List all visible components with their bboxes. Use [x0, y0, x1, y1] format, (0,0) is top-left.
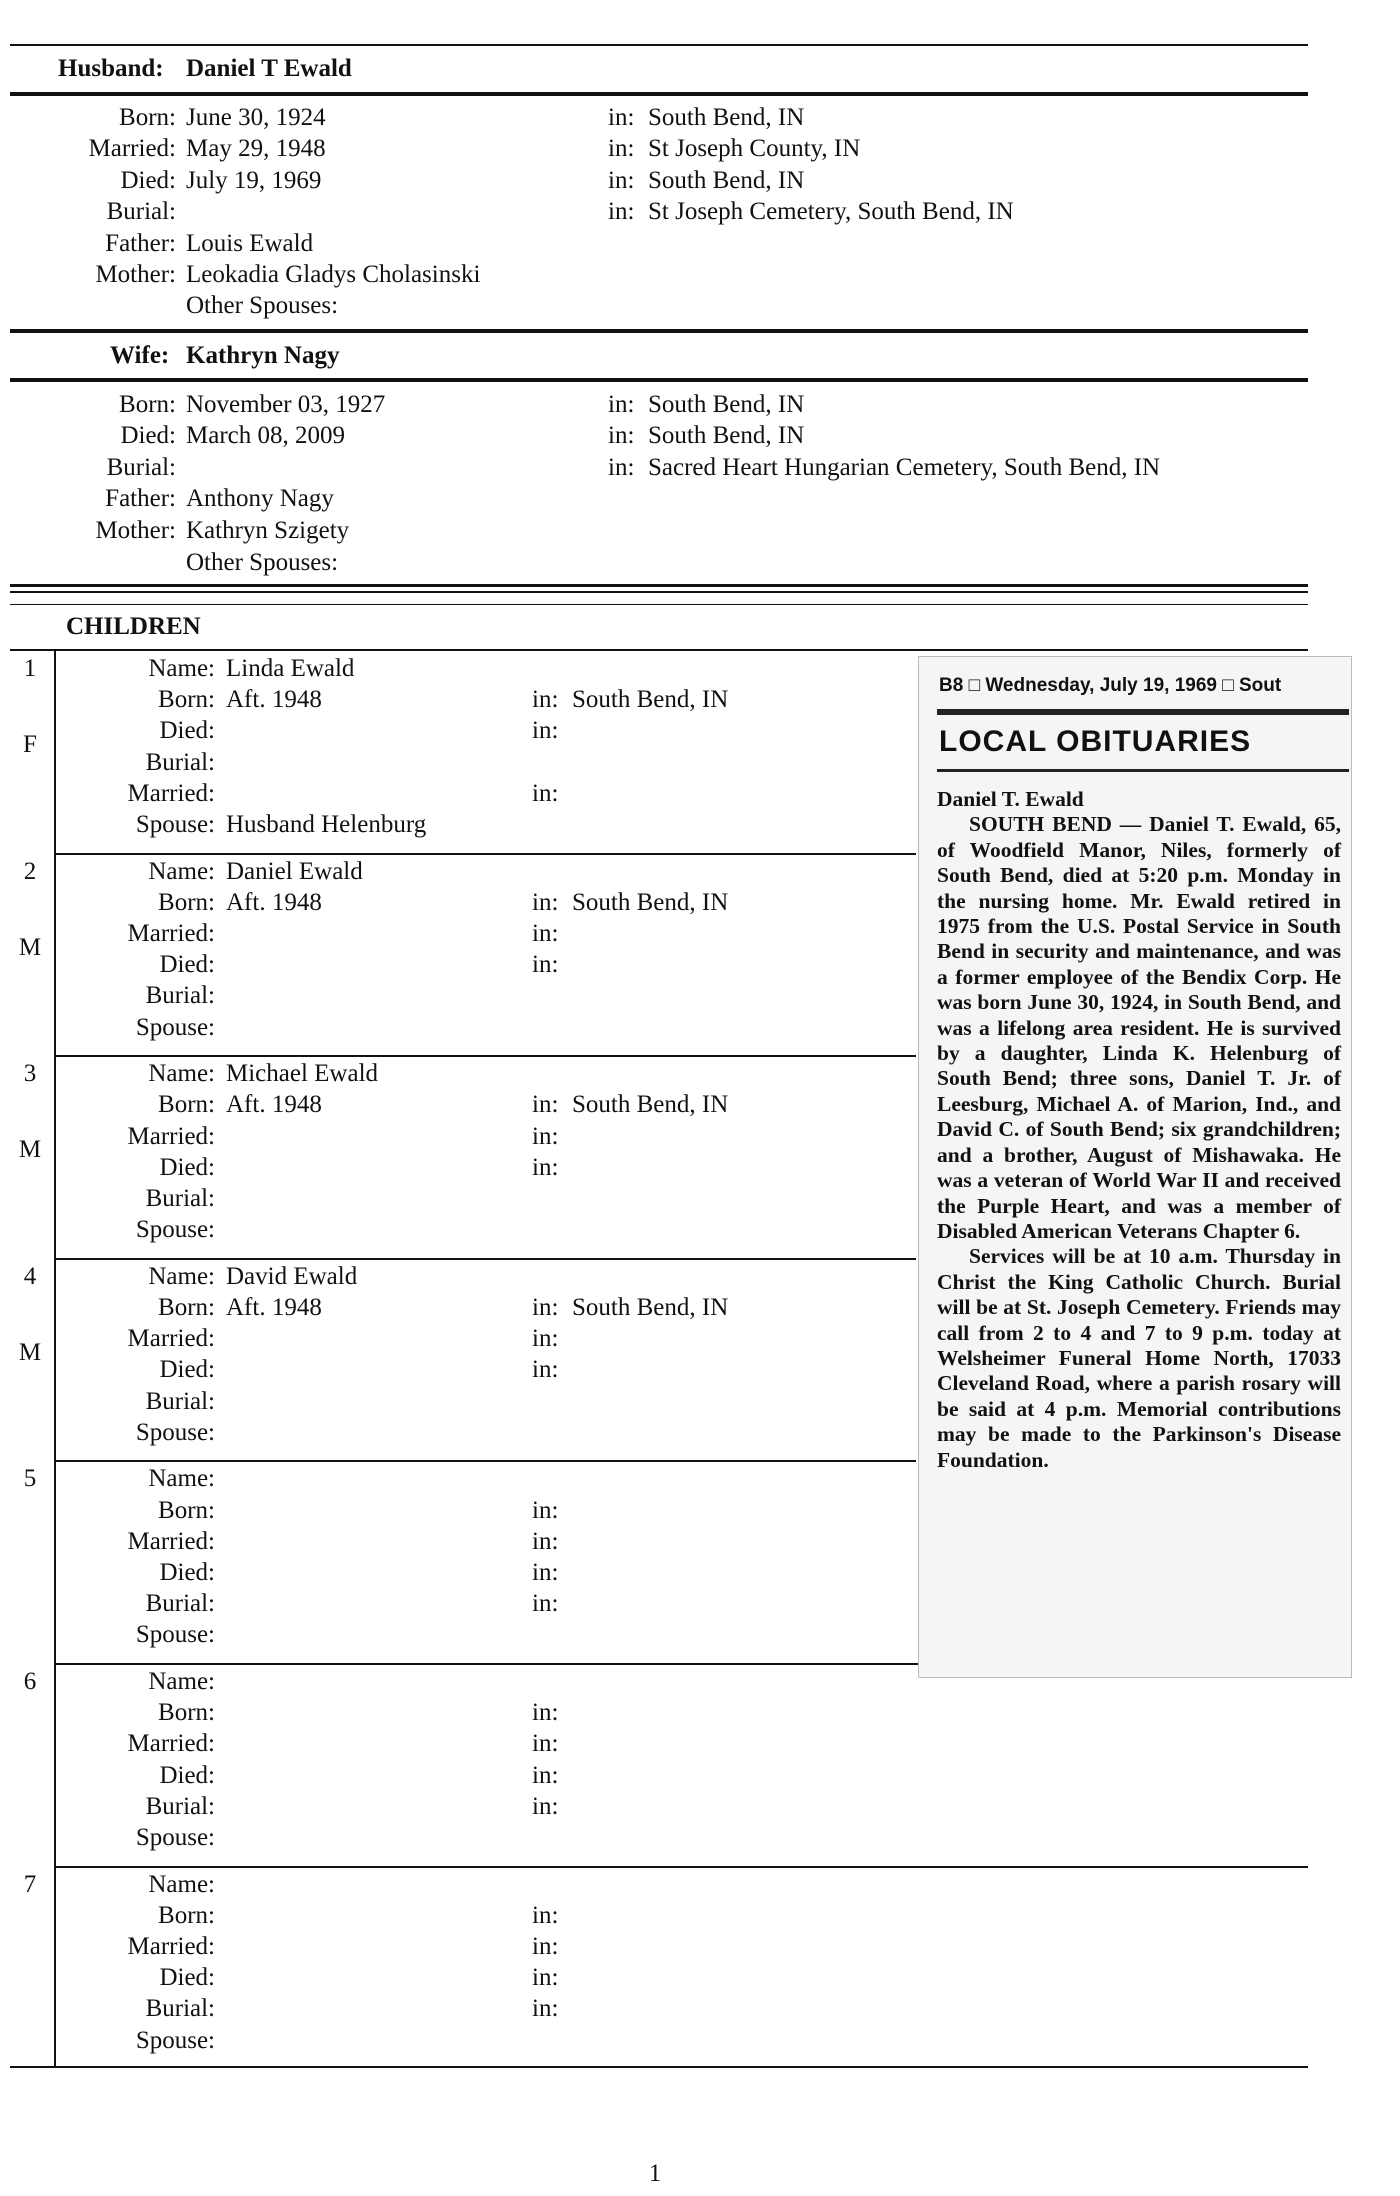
child-row-label: Spouse:: [135, 1418, 215, 1446]
child-row-in-label: in:: [532, 888, 559, 916]
child-sex: M: [18, 1338, 42, 1366]
child-row-label: Born:: [158, 686, 215, 714]
child-row-label: Burial:: [145, 1590, 215, 1618]
child-row-label: Burial:: [145, 1387, 215, 1415]
child-row-place: South Bend, IN: [572, 686, 729, 714]
wife-bottom-rule-2: [10, 591, 1308, 593]
child-row-in-label: in:: [532, 1559, 559, 1586]
child-row-in-label: in:: [532, 1294, 559, 1321]
child-row-label: Died:: [159, 1559, 215, 1586]
children-bottom-rule: [10, 2066, 1308, 2068]
child-row-label: Name:: [148, 1668, 215, 1695]
clipping-paragraph-1: SOUTH BEND — Daniel T. Ewald, 65, of Woodfield Manor, Niles, formerly of South Bend, died at 5:20 p.m. Monday in the nursing home. Mr. Ewald retired in 1975 from the U.S. Postal Service in South Bend in security and maintenance, and was a former employee of the Bendix Corp. He was born June 30, 1924, in South Bend, and was a lifelong area resident. He is survived by a daughter, Linda K. Helenburg of South Bend; three sons, Daniel T. Jr. of Leesburg, Michael A. of Marion, Ind., and David C. of South Bend; six grandchildren; and a brother, August of Mishawaka. He was a veteran of World War II and received the Purple Heart, and was a member of Disabled American Veterans Chapter 6.: [937, 812, 1341, 1243]
child-row-in-label: in:: [532, 686, 559, 714]
child-row-in-label: in:: [532, 1730, 559, 1758]
child-row-label: Died:: [159, 1153, 215, 1181]
child-row-label: Died:: [159, 717, 215, 745]
child-row-label: Married:: [127, 920, 215, 947]
husband-bottom-rule: [10, 329, 1308, 333]
husband-header-label: Husband:: [58, 55, 164, 82]
child-row-label: Died:: [159, 1964, 215, 1992]
top-rule: [10, 44, 1308, 46]
child-sex: M: [18, 1136, 42, 1164]
husband-row-place: St Joseph Cemetery, South Bend, IN: [648, 198, 1014, 226]
child-separator-rule: [56, 1258, 916, 1260]
child-number: 1: [23, 655, 37, 682]
children-number-column-line: [54, 650, 56, 2066]
child-row-label: Married:: [127, 1933, 215, 1960]
child-row-in-label: in:: [532, 1496, 559, 1524]
child-row-label: Spouse:: [135, 2026, 215, 2054]
child-separator-rule: [56, 1460, 916, 1462]
child-row-label: Born:: [158, 1294, 215, 1321]
child-row-label: Burial:: [145, 748, 215, 776]
husband-other-spouses: Other Spouses:: [186, 292, 339, 319]
child-row-in-label: in:: [532, 1995, 559, 2023]
clipping-obituary-name: Daniel T. Ewald: [937, 787, 1084, 811]
children-top-rule: [10, 604, 1308, 605]
child-row-in-label: in:: [532, 1792, 559, 1820]
child-row-label: Born:: [158, 1091, 215, 1119]
child-number: 7: [23, 1870, 37, 1898]
husband-row-in-label: in:: [608, 198, 635, 226]
child-row-in-label: in:: [532, 1091, 559, 1119]
child-sex: M: [18, 933, 42, 961]
husband-row-place: South Bend, IN: [648, 104, 805, 131]
wife-row-place: Sacred Heart Hungarian Cemetery, South Bend, IN: [648, 453, 1161, 481]
child-row-in-label: in:: [532, 1901, 559, 1929]
child-sex: F: [23, 731, 37, 758]
child-row-label: Married:: [127, 779, 215, 807]
child-row-label: Spouse:: [135, 811, 215, 838]
child-row-label: Name:: [148, 1870, 215, 1898]
child-row-value: Michael Ewald: [226, 1060, 379, 1088]
wife-row-label: Born:: [119, 391, 176, 418]
wife-row-in-label: in:: [608, 391, 635, 418]
wife-row-value: November 03, 1927: [186, 391, 386, 418]
child-row-value: Daniel Ewald: [226, 857, 363, 885]
wife-other-spouses: Other Spouses:: [186, 549, 339, 576]
obituary-clipping: [918, 656, 1352, 1678]
wife-header-label: Wife:: [110, 342, 170, 369]
child-row-label: Married:: [127, 1122, 215, 1150]
child-row-in-label: in:: [532, 717, 559, 745]
wife-row-in-label: in:: [608, 422, 635, 450]
children-header-rule: [10, 649, 1308, 651]
husband-row-label: Born:: [119, 104, 176, 131]
page-number: 1: [648, 2160, 662, 2187]
husband-row-label: Died:: [120, 166, 176, 194]
husband-row-label: Married:: [88, 135, 176, 163]
wife-row-value: Anthony Nagy: [186, 485, 334, 513]
child-row-value: Linda Ewald: [226, 655, 355, 682]
wife-row-in-label: in:: [608, 453, 635, 481]
husband-row-label: Burial:: [106, 198, 176, 226]
husband-row-label: Father:: [105, 229, 176, 257]
clipping-masthead: B8 □ Wednesday, July 19, 1969 □ Sout: [939, 675, 1282, 696]
husband-row-in-label: in:: [608, 104, 635, 131]
husband-row-label: Mother:: [95, 261, 176, 288]
child-row-in-label: in:: [532, 1964, 559, 1992]
child-number: 6: [23, 1668, 37, 1695]
husband-row-value: July 19, 1969: [186, 166, 322, 194]
child-row-label: Name:: [148, 1060, 215, 1088]
child-row-label: Burial:: [145, 1185, 215, 1212]
child-row-label: Burial:: [145, 1995, 215, 2023]
clipping-section-title: LOCAL OBITUARIES: [939, 725, 1252, 758]
child-row-in-label: in:: [532, 779, 559, 807]
child-row-label: Died:: [159, 1356, 215, 1384]
clipping-masthead-rule: [937, 709, 1349, 715]
wife-row-value: March 08, 2009: [186, 422, 345, 450]
child-row-place: South Bend, IN: [572, 1294, 729, 1321]
child-row-place: South Bend, IN: [572, 1091, 729, 1119]
husband-row-value: June 30, 1924: [186, 104, 326, 131]
wife-header-rule: [10, 378, 1308, 382]
wife-row-place: South Bend, IN: [648, 391, 805, 418]
child-row-label: Died:: [159, 1761, 215, 1789]
wife-row-value: Kathryn Szigety: [186, 516, 350, 544]
child-row-value: Aft. 1948: [226, 686, 322, 714]
children-header: CHILDREN: [66, 613, 201, 640]
child-row-in-label: in:: [532, 951, 559, 979]
clipping-body: [937, 787, 1341, 1473]
child-number: 5: [23, 1465, 37, 1493]
husband-row-value: May 29, 1948: [186, 135, 326, 163]
child-separator-rule: [56, 1055, 916, 1057]
child-row-label: Born:: [158, 1901, 215, 1929]
clipping-section-rule: [937, 769, 1349, 772]
wife-row-label: Father:: [105, 485, 176, 513]
child-row-label: Married:: [127, 1325, 215, 1353]
child-row-label: Burial:: [145, 1792, 215, 1820]
child-row-value: Husband Helenburg: [226, 811, 427, 838]
child-row-label: Name:: [148, 1465, 215, 1493]
wife-row-label: Burial:: [106, 453, 176, 481]
child-row-place: South Bend, IN: [572, 888, 729, 916]
child-row-label: Spouse:: [135, 1216, 215, 1244]
child-row-label: Burial:: [145, 982, 215, 1010]
child-row-label: Name:: [148, 655, 215, 682]
husband-row-in-label: in:: [608, 135, 635, 163]
child-number: 4: [23, 1262, 37, 1290]
husband-row-place: South Bend, IN: [648, 166, 805, 194]
child-row-in-label: in:: [532, 1699, 559, 1727]
child-row-in-label: in:: [532, 1761, 559, 1789]
wife-name: Kathryn Nagy: [186, 342, 340, 369]
wife-row-label: Mother:: [95, 516, 176, 544]
child-row-in-label: in:: [532, 1325, 559, 1353]
child-row-in-label: in:: [532, 920, 559, 947]
child-row-value: Aft. 1948: [226, 888, 322, 916]
child-row-label: Spouse:: [135, 1013, 215, 1041]
child-row-in-label: in:: [532, 1527, 559, 1555]
child-row-in-label: in:: [532, 1933, 559, 1960]
child-row-in-label: in:: [532, 1153, 559, 1181]
clipping-paragraph-2: Services will be at 10 a.m. Thursday in Christ the King Catholic Church. Burial will be at St. Joseph Cemetery. Friends may call from 2 to 4 and 7 to 9 p.m. today at Welsheimer Funeral Home North, 17033 Cleveland Road, where a parish rosary will be said at 4 p.m. Memorial contributions may be made to the Parkinson's Disease Foundation.: [937, 1244, 1341, 1472]
wife-bottom-rule-1: [10, 584, 1308, 587]
wife-row-label: Died:: [120, 422, 176, 450]
child-row-value: Aft. 1948: [226, 1294, 322, 1321]
husband-name: Daniel T Ewald: [186, 55, 352, 82]
child-row-label: Married:: [127, 1730, 215, 1758]
husband-row-value: Louis Ewald: [186, 229, 314, 257]
child-row-label: Died:: [159, 951, 215, 979]
child-row-label: Married:: [127, 1527, 215, 1555]
child-number: 3: [23, 1060, 37, 1088]
child-row-in-label: in:: [532, 1356, 559, 1384]
wife-row-place: South Bend, IN: [648, 422, 805, 450]
child-row-label: Born:: [158, 888, 215, 916]
husband-row-in-label: in:: [608, 166, 635, 194]
child-number: 2: [23, 857, 37, 885]
child-separator-rule: [56, 1866, 1308, 1868]
child-separator-rule: [56, 853, 916, 855]
husband-row-value: Leokadia Gladys Cholasinski: [186, 261, 481, 288]
child-row-label: Born:: [158, 1496, 215, 1524]
child-row-label: Name:: [148, 1262, 215, 1290]
child-row-value: Aft. 1948: [226, 1091, 322, 1119]
child-row-label: Name:: [148, 857, 215, 885]
child-row-label: Spouse:: [135, 1824, 215, 1851]
husband-row-place: St Joseph County, IN: [648, 135, 861, 163]
child-row-value: David Ewald: [226, 1262, 358, 1290]
child-row-in-label: in:: [532, 1122, 559, 1150]
husband-header-rule: [10, 92, 1308, 96]
child-row-in-label: in:: [532, 1590, 559, 1618]
child-row-label: Spouse:: [135, 1621, 215, 1649]
child-row-label: Born:: [158, 1699, 215, 1727]
